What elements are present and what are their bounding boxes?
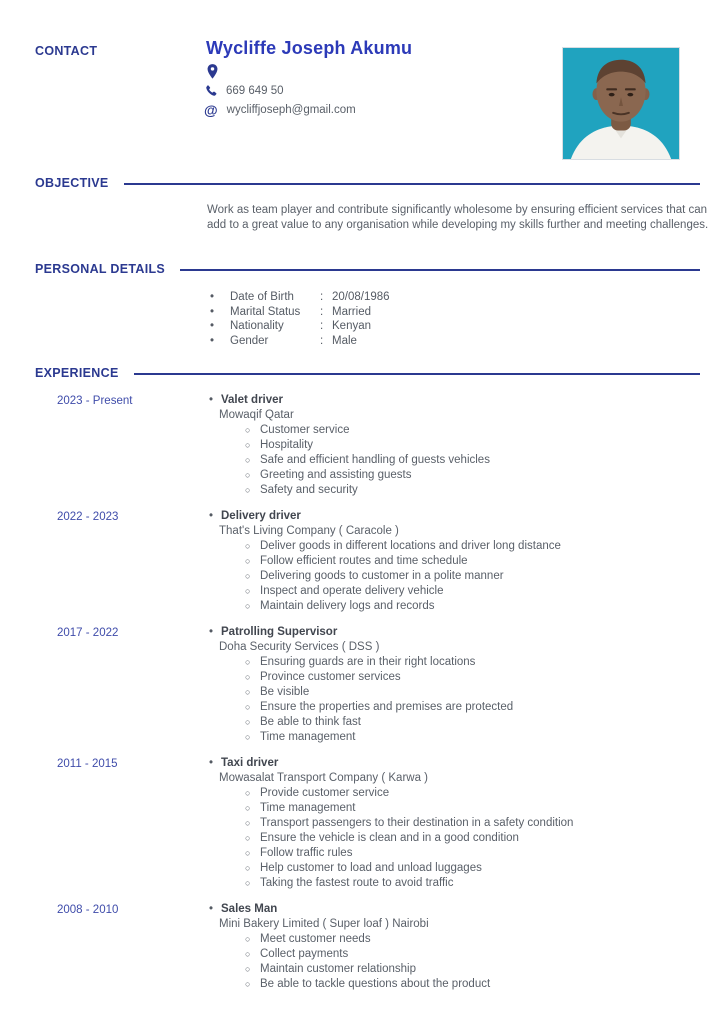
duty-item: ○ Ensuring guards are in their right locations xyxy=(207,655,712,670)
personal-details-section-header xyxy=(35,262,700,276)
job-title: • Valet driver xyxy=(207,393,712,408)
duty-item: ○ Maintain delivery logs and records xyxy=(207,599,712,614)
duty-item: ○ Provide customer service xyxy=(207,786,712,801)
job-duties xyxy=(207,423,712,498)
detail-value: Married xyxy=(332,305,371,318)
job-period: 2022 - 2023 xyxy=(57,511,119,523)
duty-item: ○ Taking the fastest route to avoid traffic xyxy=(207,876,712,891)
location-pin-icon xyxy=(207,64,218,79)
duty-item: ○ Safe and efficient handling of guests vehicles xyxy=(207,453,712,468)
phone-icon xyxy=(205,85,217,97)
job-period: 2017 - 2022 xyxy=(57,627,119,639)
duty-item: ○ Greeting and assisting guests xyxy=(207,468,712,483)
job-period: 2023 - Present xyxy=(57,395,133,407)
duty-item: ○ Province customer services xyxy=(207,670,712,685)
detail-label: • Nationality xyxy=(230,320,284,333)
job-details xyxy=(207,625,712,745)
experience-entry xyxy=(57,625,712,745)
objective-section-header xyxy=(35,176,700,190)
job-period: 2011 - 2015 xyxy=(57,758,118,770)
experience-entry xyxy=(57,509,712,614)
candidate-name: Wycliffe Joseph Akumu xyxy=(206,38,413,58)
job-duties xyxy=(207,655,712,745)
job-company: Mowasalat Transport Company ( Karwa ) xyxy=(219,772,428,784)
duty-item: ○ Follow efficient routes and time schedule xyxy=(207,554,712,569)
duty-item: ○ Delivering goods to customer in a polite manner xyxy=(207,569,712,584)
experience-entry xyxy=(57,902,712,992)
duty-item: ○ Customer service xyxy=(207,423,712,438)
personal-detail-row xyxy=(207,290,390,305)
job-details xyxy=(207,393,712,498)
job-details xyxy=(207,756,712,891)
detail-label: • Marital Status xyxy=(230,305,301,318)
personal-detail-row xyxy=(207,334,390,349)
phone-number: 669 649 50 xyxy=(226,85,284,97)
detail-separator: : xyxy=(320,291,324,303)
duty-item: ○ Time management xyxy=(207,730,712,745)
contact-section-label: CONTACT xyxy=(35,44,98,58)
duty-item: ○ Be able to tackle questions about the product xyxy=(207,977,712,992)
detail-value: Male xyxy=(332,334,357,347)
job-company: Mowaqif Qatar xyxy=(219,409,294,421)
objective-section-label: OBJECTIVE xyxy=(35,176,109,190)
job-title: • Patrolling Supervisor xyxy=(207,625,712,640)
detail-value: 20/08/1986 xyxy=(332,291,390,303)
job-duties xyxy=(207,932,712,992)
duty-item: ○ Follow traffic rules xyxy=(207,846,712,861)
duty-item: ○ Help customer to load and unload luggages xyxy=(207,861,712,876)
experience-list xyxy=(57,393,712,1003)
profile-photo-image xyxy=(563,48,679,159)
detail-separator: : xyxy=(320,334,324,347)
duty-item: ○ Be able to think fast xyxy=(207,715,712,730)
duty-item: ○ Deliver goods in different locations and driver long distance xyxy=(207,539,712,554)
duty-item: ○ Time management xyxy=(207,801,712,816)
personal-detail-row xyxy=(207,319,390,334)
detail-label: • Date of Birth xyxy=(230,291,294,303)
job-company: Doha Security Services ( DSS ) xyxy=(219,641,380,653)
experience-entry xyxy=(57,393,712,498)
job-details xyxy=(207,509,712,614)
job-duties xyxy=(207,539,712,614)
duty-item: ○ Ensure the vehicle is clean and in a good condition xyxy=(207,831,712,846)
experience-entry xyxy=(57,756,712,891)
job-period: 2008 - 2010 xyxy=(57,904,119,916)
duty-item: ○ Hospitality xyxy=(207,438,712,453)
personal-details-section-label: PERSONAL DETAILS xyxy=(35,262,166,276)
detail-separator: : xyxy=(320,320,324,333)
section-divider-line xyxy=(134,373,700,375)
duty-item: ○ Collect payments xyxy=(207,947,712,962)
personal-details-list xyxy=(207,290,390,348)
email-row xyxy=(204,104,356,116)
duty-item: ○ Be visible xyxy=(207,685,712,700)
duty-item: ○ Ensure the properties and premises are protected xyxy=(207,700,712,715)
detail-value: Kenyan xyxy=(332,320,372,333)
objective-text: Work as team player and contribute significantly wholesome by ensuring efficient services that can add to a great value to any organisation while developing my skills further and meeting challenges. xyxy=(207,204,709,231)
experience-section-label: EXPERIENCE xyxy=(35,366,119,380)
profile-photo xyxy=(562,47,680,160)
detail-separator: : xyxy=(320,305,324,318)
email-address: wycliffjoseph@gmail.com xyxy=(226,104,356,116)
section-divider-line xyxy=(124,183,700,185)
job-company: Mini Bakery Limited ( Super loaf ) Nairobi xyxy=(219,918,429,930)
duty-item: ○ Inspect and operate delivery vehicle xyxy=(207,584,712,599)
job-company: That's Living Company ( Caracole ) xyxy=(219,525,399,537)
phone-row xyxy=(205,85,284,97)
at-sign-icon: @ xyxy=(204,102,218,118)
duty-item: ○ Safety and security xyxy=(207,483,712,498)
experience-section-header xyxy=(35,366,700,380)
job-title: • Taxi driver xyxy=(207,756,712,771)
personal-detail-row xyxy=(207,305,390,320)
duty-item: ○ Transport passengers to their destination in a safety condition xyxy=(207,816,712,831)
job-title: • Delivery driver xyxy=(207,509,712,524)
detail-label: • Gender xyxy=(230,334,269,347)
job-duties xyxy=(207,786,712,891)
job-title: • Sales Man xyxy=(207,902,712,917)
job-details xyxy=(207,902,712,992)
section-divider-line xyxy=(180,269,700,271)
duty-item: ○ Maintain customer relationship xyxy=(207,962,712,977)
duty-item: ○ Meet customer needs xyxy=(207,932,712,947)
